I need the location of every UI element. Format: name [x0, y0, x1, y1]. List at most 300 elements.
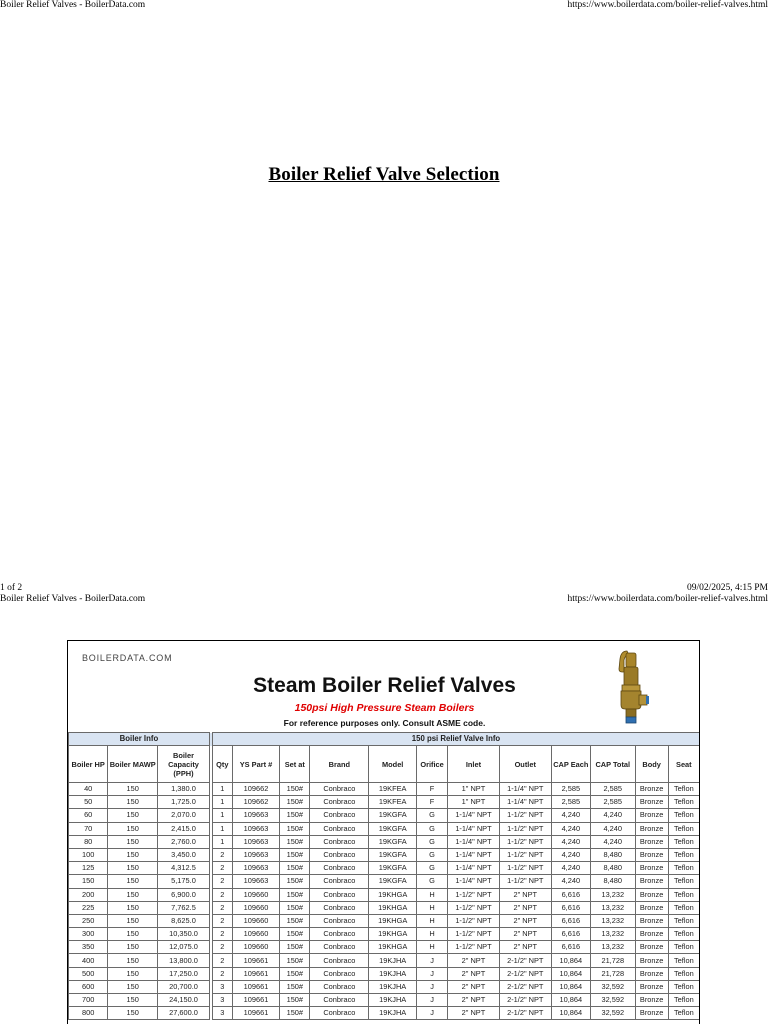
table-cell: H: [417, 928, 448, 941]
sheet-subheading: 150psi High Pressure Steam Boilers: [294, 702, 475, 714]
table-cell: 150#: [280, 796, 310, 809]
table-row: [69, 783, 700, 796]
relief-valve-table: [68, 732, 700, 1020]
table-cell: 350: [69, 941, 108, 954]
table-cell: 19KGFA: [369, 862, 417, 875]
table-cell: 21,728: [591, 967, 636, 980]
column-header: Boiler HP: [69, 746, 108, 783]
table-cell: 500: [69, 967, 108, 980]
table-cell: 2,585: [551, 783, 590, 796]
table-column-header-row: [69, 746, 700, 783]
print-footer-timestamp: 09/02/2025, 4:15 PM: [686, 583, 768, 593]
table-cell: 24,150.0: [158, 994, 210, 1007]
table-cell: 2: [212, 862, 232, 875]
table-cell: Bronze: [635, 783, 668, 796]
table-cell: Conbraco: [310, 954, 369, 967]
table-cell: 150#: [280, 822, 310, 835]
table-cell: 2-1/2" NPT: [499, 980, 551, 993]
table-cell: 1" NPT: [448, 783, 500, 796]
table-cell: 19KHGA: [369, 928, 417, 941]
table-cell: 4,312.5: [158, 862, 210, 875]
table-row: [69, 796, 700, 809]
column-header: Body: [635, 746, 668, 783]
column-header: Inlet: [448, 746, 500, 783]
table-cell: 1-1/2" NPT: [499, 848, 551, 861]
table-cell: 2,585: [591, 783, 636, 796]
table-cell: 27,600.0: [158, 1007, 210, 1020]
table-cell: 1-1/2" NPT: [448, 928, 500, 941]
table-cell: Conbraco: [310, 888, 369, 901]
table-row: [69, 862, 700, 875]
table-cell: 10,864: [551, 954, 590, 967]
table-cell: 109661: [232, 954, 280, 967]
table-cell: 19KJHA: [369, 980, 417, 993]
table-cell: 150#: [280, 928, 310, 941]
table-cell: Conbraco: [310, 809, 369, 822]
table-cell: 2,415.0: [158, 822, 210, 835]
table-cell: 150: [108, 796, 158, 809]
table-cell: 225: [69, 901, 108, 914]
table-cell: 1-1/4" NPT: [448, 848, 500, 861]
table-row: [69, 809, 700, 822]
table-cell: 1-1/2" NPT: [499, 875, 551, 888]
table-cell: 150: [69, 875, 108, 888]
table-cell: 32,592: [591, 994, 636, 1007]
table-row: [69, 822, 700, 835]
table-cell: Bronze: [635, 967, 668, 980]
table-row: [69, 848, 700, 861]
table-cell: G: [417, 848, 448, 861]
page-title: Boiler Relief Valve Selection: [268, 164, 500, 185]
table-cell: Conbraco: [310, 994, 369, 1007]
table-cell: 150#: [280, 1007, 310, 1020]
table-cell: G: [417, 835, 448, 848]
table-cell: 2,585: [591, 796, 636, 809]
table-cell: 2" NPT: [448, 994, 500, 1007]
table-cell: 1-1/2" NPT: [448, 914, 500, 927]
table-cell: Conbraco: [310, 1007, 369, 1020]
table-cell: 50: [69, 796, 108, 809]
table-cell: 150: [108, 875, 158, 888]
column-header: Brand: [310, 746, 369, 783]
table-cell: Bronze: [635, 901, 668, 914]
table-cell: 1-1/4" NPT: [499, 796, 551, 809]
table-cell: 150#: [280, 994, 310, 1007]
table-cell: G: [417, 822, 448, 835]
table-cell: Bronze: [635, 835, 668, 848]
table-cell: 4,240: [551, 822, 590, 835]
table-cell: 109663: [232, 875, 280, 888]
table-cell: 109663: [232, 848, 280, 861]
table-cell: Teflon: [668, 954, 699, 967]
table-cell: 19KGFA: [369, 848, 417, 861]
table-cell: Teflon: [668, 822, 699, 835]
table-cell: 1-1/4" NPT: [448, 822, 500, 835]
table-cell: Conbraco: [310, 901, 369, 914]
table-cell: 109663: [232, 809, 280, 822]
table-cell: 2" NPT: [448, 967, 500, 980]
table-cell: 250: [69, 914, 108, 927]
table-cell: Conbraco: [310, 848, 369, 861]
table-cell: 109662: [232, 796, 280, 809]
table-cell: 150#: [280, 914, 310, 927]
table-cell: 4,240: [591, 809, 636, 822]
table-cell: 2-1/2" NPT: [499, 994, 551, 1007]
table-cell: 2" NPT: [448, 954, 500, 967]
table-row: [69, 954, 700, 967]
table-cell: 1,725.0: [158, 796, 210, 809]
table-cell: Conbraco: [310, 941, 369, 954]
table-cell: Teflon: [668, 783, 699, 796]
print-footer-page-count: 1 of 2: [0, 583, 23, 593]
table-cell: 2-1/2" NPT: [499, 967, 551, 980]
table-cell: 19KHGA: [369, 888, 417, 901]
table-cell: 19KHGA: [369, 901, 417, 914]
table-cell: Conbraco: [310, 967, 369, 980]
table-cell: 150: [108, 901, 158, 914]
table-cell: Teflon: [668, 941, 699, 954]
table-cell: 13,232: [591, 914, 636, 927]
table-cell: Teflon: [668, 928, 699, 941]
table-row: [69, 994, 700, 1007]
table-cell: 2: [212, 888, 232, 901]
group-header-boiler-info: Boiler Info: [69, 733, 210, 746]
table-cell: 300: [69, 928, 108, 941]
table-cell: 6,616: [551, 888, 590, 901]
table-cell: 19KJHA: [369, 1007, 417, 1020]
table-cell: 150#: [280, 862, 310, 875]
table-cell: Conbraco: [310, 980, 369, 993]
table-cell: 150: [108, 848, 158, 861]
print-header-title-page2: Boiler Relief Valves - BoilerData.com: [0, 594, 146, 604]
table-cell: 150: [108, 941, 158, 954]
table-cell: 1-1/4" NPT: [499, 783, 551, 796]
table-cell: 150#: [280, 954, 310, 967]
table-cell: 32,592: [591, 1007, 636, 1020]
table-cell: 1-1/2" NPT: [499, 809, 551, 822]
print-header-url[interactable]: https://www.boilerdata.com/boiler-relief-valves.html: [567, 0, 768, 10]
table-cell: 1-1/2" NPT: [499, 835, 551, 848]
table-cell: 150: [108, 928, 158, 941]
table-cell: J: [417, 954, 448, 967]
table-cell: Teflon: [668, 980, 699, 993]
table-cell: 1-1/2" NPT: [499, 822, 551, 835]
table-cell: Bronze: [635, 954, 668, 967]
table-cell: 6,616: [551, 941, 590, 954]
table-cell: Bronze: [635, 848, 668, 861]
table-cell: 109660: [232, 888, 280, 901]
table-cell: 1: [212, 822, 232, 835]
table-cell: 1" NPT: [448, 796, 500, 809]
table-cell: 150#: [280, 809, 310, 822]
column-header: Seat: [668, 746, 699, 783]
table-cell: 150#: [280, 980, 310, 993]
table-cell: Conbraco: [310, 822, 369, 835]
table-cell: Teflon: [668, 835, 699, 848]
table-cell: 109663: [232, 862, 280, 875]
table-cell: 70: [69, 822, 108, 835]
table-cell: 150: [108, 914, 158, 927]
table-cell: 10,864: [551, 1007, 590, 1020]
table-cell: 150#: [280, 835, 310, 848]
table-cell: 8,625.0: [158, 914, 210, 927]
table-cell: 109660: [232, 928, 280, 941]
table-cell: G: [417, 862, 448, 875]
table-cell: 3: [212, 994, 232, 1007]
sheet-banner: [68, 641, 699, 732]
table-cell: 4,240: [551, 848, 590, 861]
table-row: [69, 835, 700, 848]
table-row: [69, 1007, 700, 1020]
table-cell: 4,240: [551, 835, 590, 848]
table-cell: Teflon: [668, 875, 699, 888]
table-cell: 109663: [232, 822, 280, 835]
table-cell: 109660: [232, 941, 280, 954]
table-cell: 13,800.0: [158, 954, 210, 967]
table-cell: Teflon: [668, 901, 699, 914]
table-cell: H: [417, 888, 448, 901]
table-cell: 20,700.0: [158, 980, 210, 993]
table-cell: 13,232: [591, 901, 636, 914]
table-cell: 2" NPT: [448, 1007, 500, 1020]
table-cell: 2" NPT: [499, 888, 551, 901]
table-cell: 150#: [280, 783, 310, 796]
table-group-header-row: [69, 733, 700, 746]
table-cell: 1-1/4" NPT: [448, 862, 500, 875]
table-cell: 125: [69, 862, 108, 875]
table-cell: 19KGFA: [369, 835, 417, 848]
table-cell: 2: [212, 901, 232, 914]
table-cell: Bronze: [635, 914, 668, 927]
table-row: [69, 928, 700, 941]
table-row: [69, 980, 700, 993]
table-cell: 2,585: [551, 796, 590, 809]
table-cell: 13,232: [591, 941, 636, 954]
table-cell: Bronze: [635, 796, 668, 809]
table-cell: Conbraco: [310, 783, 369, 796]
table-cell: Bronze: [635, 862, 668, 875]
table-cell: J: [417, 1007, 448, 1020]
table-cell: 1: [212, 796, 232, 809]
table-cell: 6,616: [551, 928, 590, 941]
table-cell: 4,240: [551, 809, 590, 822]
table-cell: 150: [108, 862, 158, 875]
table-cell: 19KGFA: [369, 875, 417, 888]
print-header-url-page2[interactable]: https://www.boilerdata.com/boiler-relief-valves.html: [567, 594, 768, 604]
table-cell: 150#: [280, 848, 310, 861]
table-cell: 2" NPT: [499, 901, 551, 914]
table-cell: 150#: [280, 967, 310, 980]
table-cell: 1-1/4" NPT: [448, 809, 500, 822]
table-cell: 2: [212, 875, 232, 888]
table-cell: 2,760.0: [158, 835, 210, 848]
table-cell: 6,616: [551, 914, 590, 927]
table-cell: 150: [108, 888, 158, 901]
table-cell: 2: [212, 848, 232, 861]
table-cell: 3: [212, 1007, 232, 1020]
table-cell: 13,232: [591, 928, 636, 941]
table-cell: 17,250.0: [158, 967, 210, 980]
table-cell: 32,592: [591, 980, 636, 993]
table-row: [69, 941, 700, 954]
table-cell: 2-1/2" NPT: [499, 954, 551, 967]
table-cell: Teflon: [668, 809, 699, 822]
column-header: CAP Each: [551, 746, 590, 783]
table-cell: 3,450.0: [158, 848, 210, 861]
table-cell: 150: [108, 980, 158, 993]
print-header-title: Boiler Relief Valves - BoilerData.com: [0, 0, 146, 10]
table-cell: 3: [212, 980, 232, 993]
table-cell: 800: [69, 1007, 108, 1020]
table-cell: 4,240: [591, 835, 636, 848]
table-cell: 150: [108, 967, 158, 980]
table-cell: 1: [212, 809, 232, 822]
table-cell: 8,480: [591, 875, 636, 888]
relief-valve-chart-image: [67, 640, 700, 1024]
table-cell: Teflon: [668, 862, 699, 875]
table-cell: 6,616: [551, 901, 590, 914]
table-cell: 1-1/4" NPT: [448, 835, 500, 848]
table-cell: Bronze: [635, 809, 668, 822]
table-cell: 109661: [232, 967, 280, 980]
table-cell: 150#: [280, 941, 310, 954]
table-cell: Bronze: [635, 875, 668, 888]
safety-relief-valve-icon: [613, 647, 649, 729]
table-cell: Teflon: [668, 1007, 699, 1020]
table-cell: Conbraco: [310, 862, 369, 875]
table-cell: 2: [212, 967, 232, 980]
table-cell: 4,240: [591, 822, 636, 835]
table-cell: F: [417, 796, 448, 809]
table-cell: 109660: [232, 914, 280, 927]
table-cell: 109661: [232, 994, 280, 1007]
table-cell: 150#: [280, 901, 310, 914]
table-cell: 2: [212, 954, 232, 967]
table-cell: 19KGFA: [369, 822, 417, 835]
table-cell: 2-1/2" NPT: [499, 1007, 551, 1020]
table-cell: 109661: [232, 1007, 280, 1020]
table-cell: 150: [108, 1007, 158, 1020]
table-cell: 1-1/2" NPT: [448, 888, 500, 901]
table-cell: 150: [108, 783, 158, 796]
table-cell: 109662: [232, 783, 280, 796]
table-cell: 2: [212, 914, 232, 927]
table-cell: 2,070.0: [158, 809, 210, 822]
table-row: [69, 875, 700, 888]
table-cell: J: [417, 967, 448, 980]
table-cell: 100: [69, 848, 108, 861]
table-cell: 2" NPT: [499, 941, 551, 954]
table-cell: 150: [108, 954, 158, 967]
table-cell: 1-1/2" NPT: [448, 941, 500, 954]
table-cell: 600: [69, 980, 108, 993]
table-cell: J: [417, 980, 448, 993]
table-cell: 150: [108, 809, 158, 822]
column-header: Boiler Capacity (PPH): [158, 746, 210, 783]
table-cell: J: [417, 994, 448, 1007]
table-cell: 8,480: [591, 862, 636, 875]
table-cell: 5,175.0: [158, 875, 210, 888]
table-cell: 1-1/2" NPT: [448, 901, 500, 914]
table-cell: Teflon: [668, 914, 699, 927]
table-cell: Bronze: [635, 928, 668, 941]
table-cell: Conbraco: [310, 835, 369, 848]
table-cell: F: [417, 783, 448, 796]
column-header: CAP Total: [591, 746, 636, 783]
table-cell: 19KGFA: [369, 809, 417, 822]
table-cell: 109663: [232, 835, 280, 848]
table-cell: 10,864: [551, 980, 590, 993]
table-cell: 60: [69, 809, 108, 822]
table-cell: 2" NPT: [499, 914, 551, 927]
table-cell: Teflon: [668, 994, 699, 1007]
table-cell: 7,762.5: [158, 901, 210, 914]
column-header: Outlet: [499, 746, 551, 783]
table-row: [69, 888, 700, 901]
table-cell: 150: [108, 994, 158, 1007]
table-body: [69, 783, 700, 1020]
table-cell: 200: [69, 888, 108, 901]
table-cell: 10,864: [551, 994, 590, 1007]
table-cell: Bronze: [635, 822, 668, 835]
table-cell: Bronze: [635, 994, 668, 1007]
column-header: Set at: [280, 746, 310, 783]
table-cell: 109661: [232, 980, 280, 993]
table-cell: H: [417, 941, 448, 954]
brand-label: BOILERDATA.COM: [82, 653, 173, 663]
table-cell: 19KHGA: [369, 914, 417, 927]
table-cell: Conbraco: [310, 796, 369, 809]
table-cell: 12,075.0: [158, 941, 210, 954]
table-cell: 1-1/2" NPT: [499, 862, 551, 875]
table-cell: 19KJHA: [369, 994, 417, 1007]
table-cell: 10,864: [551, 967, 590, 980]
table-cell: 150#: [280, 875, 310, 888]
table-cell: Teflon: [668, 848, 699, 861]
table-cell: 21,728: [591, 954, 636, 967]
table-cell: 19KFEA: [369, 783, 417, 796]
table-cell: 19KFEA: [369, 796, 417, 809]
table-cell: Bronze: [635, 980, 668, 993]
table-cell: 1,380.0: [158, 783, 210, 796]
table-cell: 109660: [232, 901, 280, 914]
table-cell: G: [417, 809, 448, 822]
table-cell: Conbraco: [310, 875, 369, 888]
table-cell: H: [417, 901, 448, 914]
table-cell: 80: [69, 835, 108, 848]
table-cell: 4,240: [551, 875, 590, 888]
sheet-heading: Steam Boiler Relief Valves: [253, 674, 516, 697]
table-cell: 6,900.0: [158, 888, 210, 901]
table-cell: 1-1/4" NPT: [448, 875, 500, 888]
table-cell: Teflon: [668, 967, 699, 980]
table-row: [69, 967, 700, 980]
table-cell: 1: [212, 783, 232, 796]
table-cell: 150#: [280, 888, 310, 901]
column-header: Model: [369, 746, 417, 783]
column-header: Qty: [212, 746, 232, 783]
table-cell: H: [417, 914, 448, 927]
table-cell: 2" NPT: [499, 928, 551, 941]
table-cell: 40: [69, 783, 108, 796]
table-cell: 19KHGA: [369, 941, 417, 954]
table-cell: G: [417, 875, 448, 888]
table-cell: Teflon: [668, 888, 699, 901]
table-cell: 2" NPT: [448, 980, 500, 993]
column-header: Orifice: [417, 746, 448, 783]
table-cell: Teflon: [668, 796, 699, 809]
group-header-valve-info: 150 psi Relief Valve Info: [212, 733, 699, 746]
